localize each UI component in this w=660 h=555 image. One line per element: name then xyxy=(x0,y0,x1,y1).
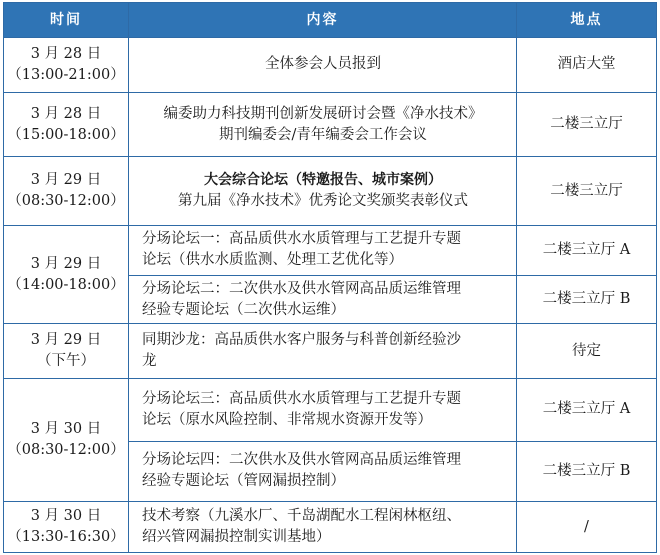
date-text: 3 月 29 日 xyxy=(30,255,102,272)
content-cell xyxy=(129,157,517,226)
hours-text: （08:30-12:00） xyxy=(7,442,125,459)
time-cell xyxy=(4,38,129,93)
content-cell xyxy=(129,378,517,441)
content-line: 论坛（原水风险控制、非常规水资源开发等） xyxy=(142,411,432,428)
content-line: 分场论坛四：二次供水及供水管网高品质运维管理 xyxy=(142,452,461,469)
location-cell: 酒店大堂 xyxy=(517,38,657,93)
table-row xyxy=(4,502,657,553)
content-line: 技术考察（九溪水厂、千岛湖配水工程闲林枢纽、 xyxy=(142,508,461,525)
time-cell xyxy=(4,226,129,324)
content-line: 全体参会人员报到 xyxy=(265,56,381,73)
table-row xyxy=(4,226,657,276)
date-text: 3 月 28 日 xyxy=(30,45,102,62)
location-cell: 待定 xyxy=(517,324,657,379)
content-line: 论坛（供水水质监测、处理工艺优化等） xyxy=(142,252,403,269)
header-content: 内容 xyxy=(129,3,517,38)
location-cell: 二楼三立厅 B xyxy=(517,275,657,324)
table-row xyxy=(4,378,657,441)
location-cell: / xyxy=(517,502,657,553)
location-cell: 二楼三立厅 B xyxy=(517,441,657,502)
content-line: 分场论坛一：高品质供水水质管理与工艺提升专题 xyxy=(142,231,461,248)
date-text: 3 月 28 日 xyxy=(30,105,102,122)
content-line: 第九届《净水技术》优秀论文奖颁奖表彰仪式 xyxy=(178,193,468,210)
location-cell: 二楼三立厅 xyxy=(517,157,657,226)
content-line: 分场论坛二：二次供水及供水管网高品质运维管理 xyxy=(142,280,461,297)
time-cell xyxy=(4,157,129,226)
content-line: 同期沙龙：高品质供水客户服务与科普创新经验沙 xyxy=(142,332,461,349)
header-location: 地点 xyxy=(517,3,657,38)
table-row xyxy=(4,324,657,379)
hours-text: （13:00-21:00） xyxy=(7,66,125,83)
date-text: 3 月 29 日 xyxy=(30,172,102,189)
schedule-table xyxy=(3,2,657,553)
content-cell xyxy=(129,226,517,276)
date-text: 3 月 30 日 xyxy=(30,508,102,525)
content-cell xyxy=(129,324,517,379)
content-cell xyxy=(129,92,517,157)
content-line: 分场论坛三：高品质供水水质管理与工艺提升专题 xyxy=(142,390,461,407)
content-cell xyxy=(129,502,517,553)
content-line: 龙 xyxy=(142,353,157,370)
time-cell xyxy=(4,378,129,501)
header-time: 时间 xyxy=(4,3,129,38)
location-cell: 二楼三立厅 A xyxy=(517,226,657,276)
table-row xyxy=(4,157,657,226)
time-cell xyxy=(4,502,129,553)
table-row xyxy=(4,92,657,157)
hours-text: （08:30-12:00） xyxy=(7,193,125,210)
time-cell xyxy=(4,324,129,379)
content-line: 经验专题论坛（管网漏损控制） xyxy=(142,473,345,490)
header-row xyxy=(4,3,657,38)
date-text: 3 月 30 日 xyxy=(30,421,102,438)
content-cell xyxy=(129,38,517,93)
content-line: 编委助力科技期刊创新发展研讨会暨《净水技术》 xyxy=(163,105,483,122)
hours-text: （下午） xyxy=(37,353,95,370)
content-cell xyxy=(129,441,517,502)
location-cell: 二楼三立厅 xyxy=(517,92,657,157)
hours-text: （15:00-18:00） xyxy=(7,126,125,143)
content-cell xyxy=(129,275,517,324)
content-title: 大会综合论坛（特邀报告、城市案例） xyxy=(204,172,442,189)
table-row xyxy=(4,38,657,93)
hours-text: （13:30-16:30） xyxy=(7,529,125,546)
time-cell xyxy=(4,92,129,157)
content-line: 经验专题论坛（二次供水运维） xyxy=(142,301,345,318)
content-line: 绍兴管网漏损控制实训基地） xyxy=(142,529,331,546)
hours-text: （14:00-18:00） xyxy=(7,276,125,293)
date-text: 3 月 29 日 xyxy=(30,332,102,349)
content-line: 期刊编委会/青年编委会工作会议 xyxy=(219,126,427,143)
location-cell: 二楼三立厅 A xyxy=(517,378,657,441)
